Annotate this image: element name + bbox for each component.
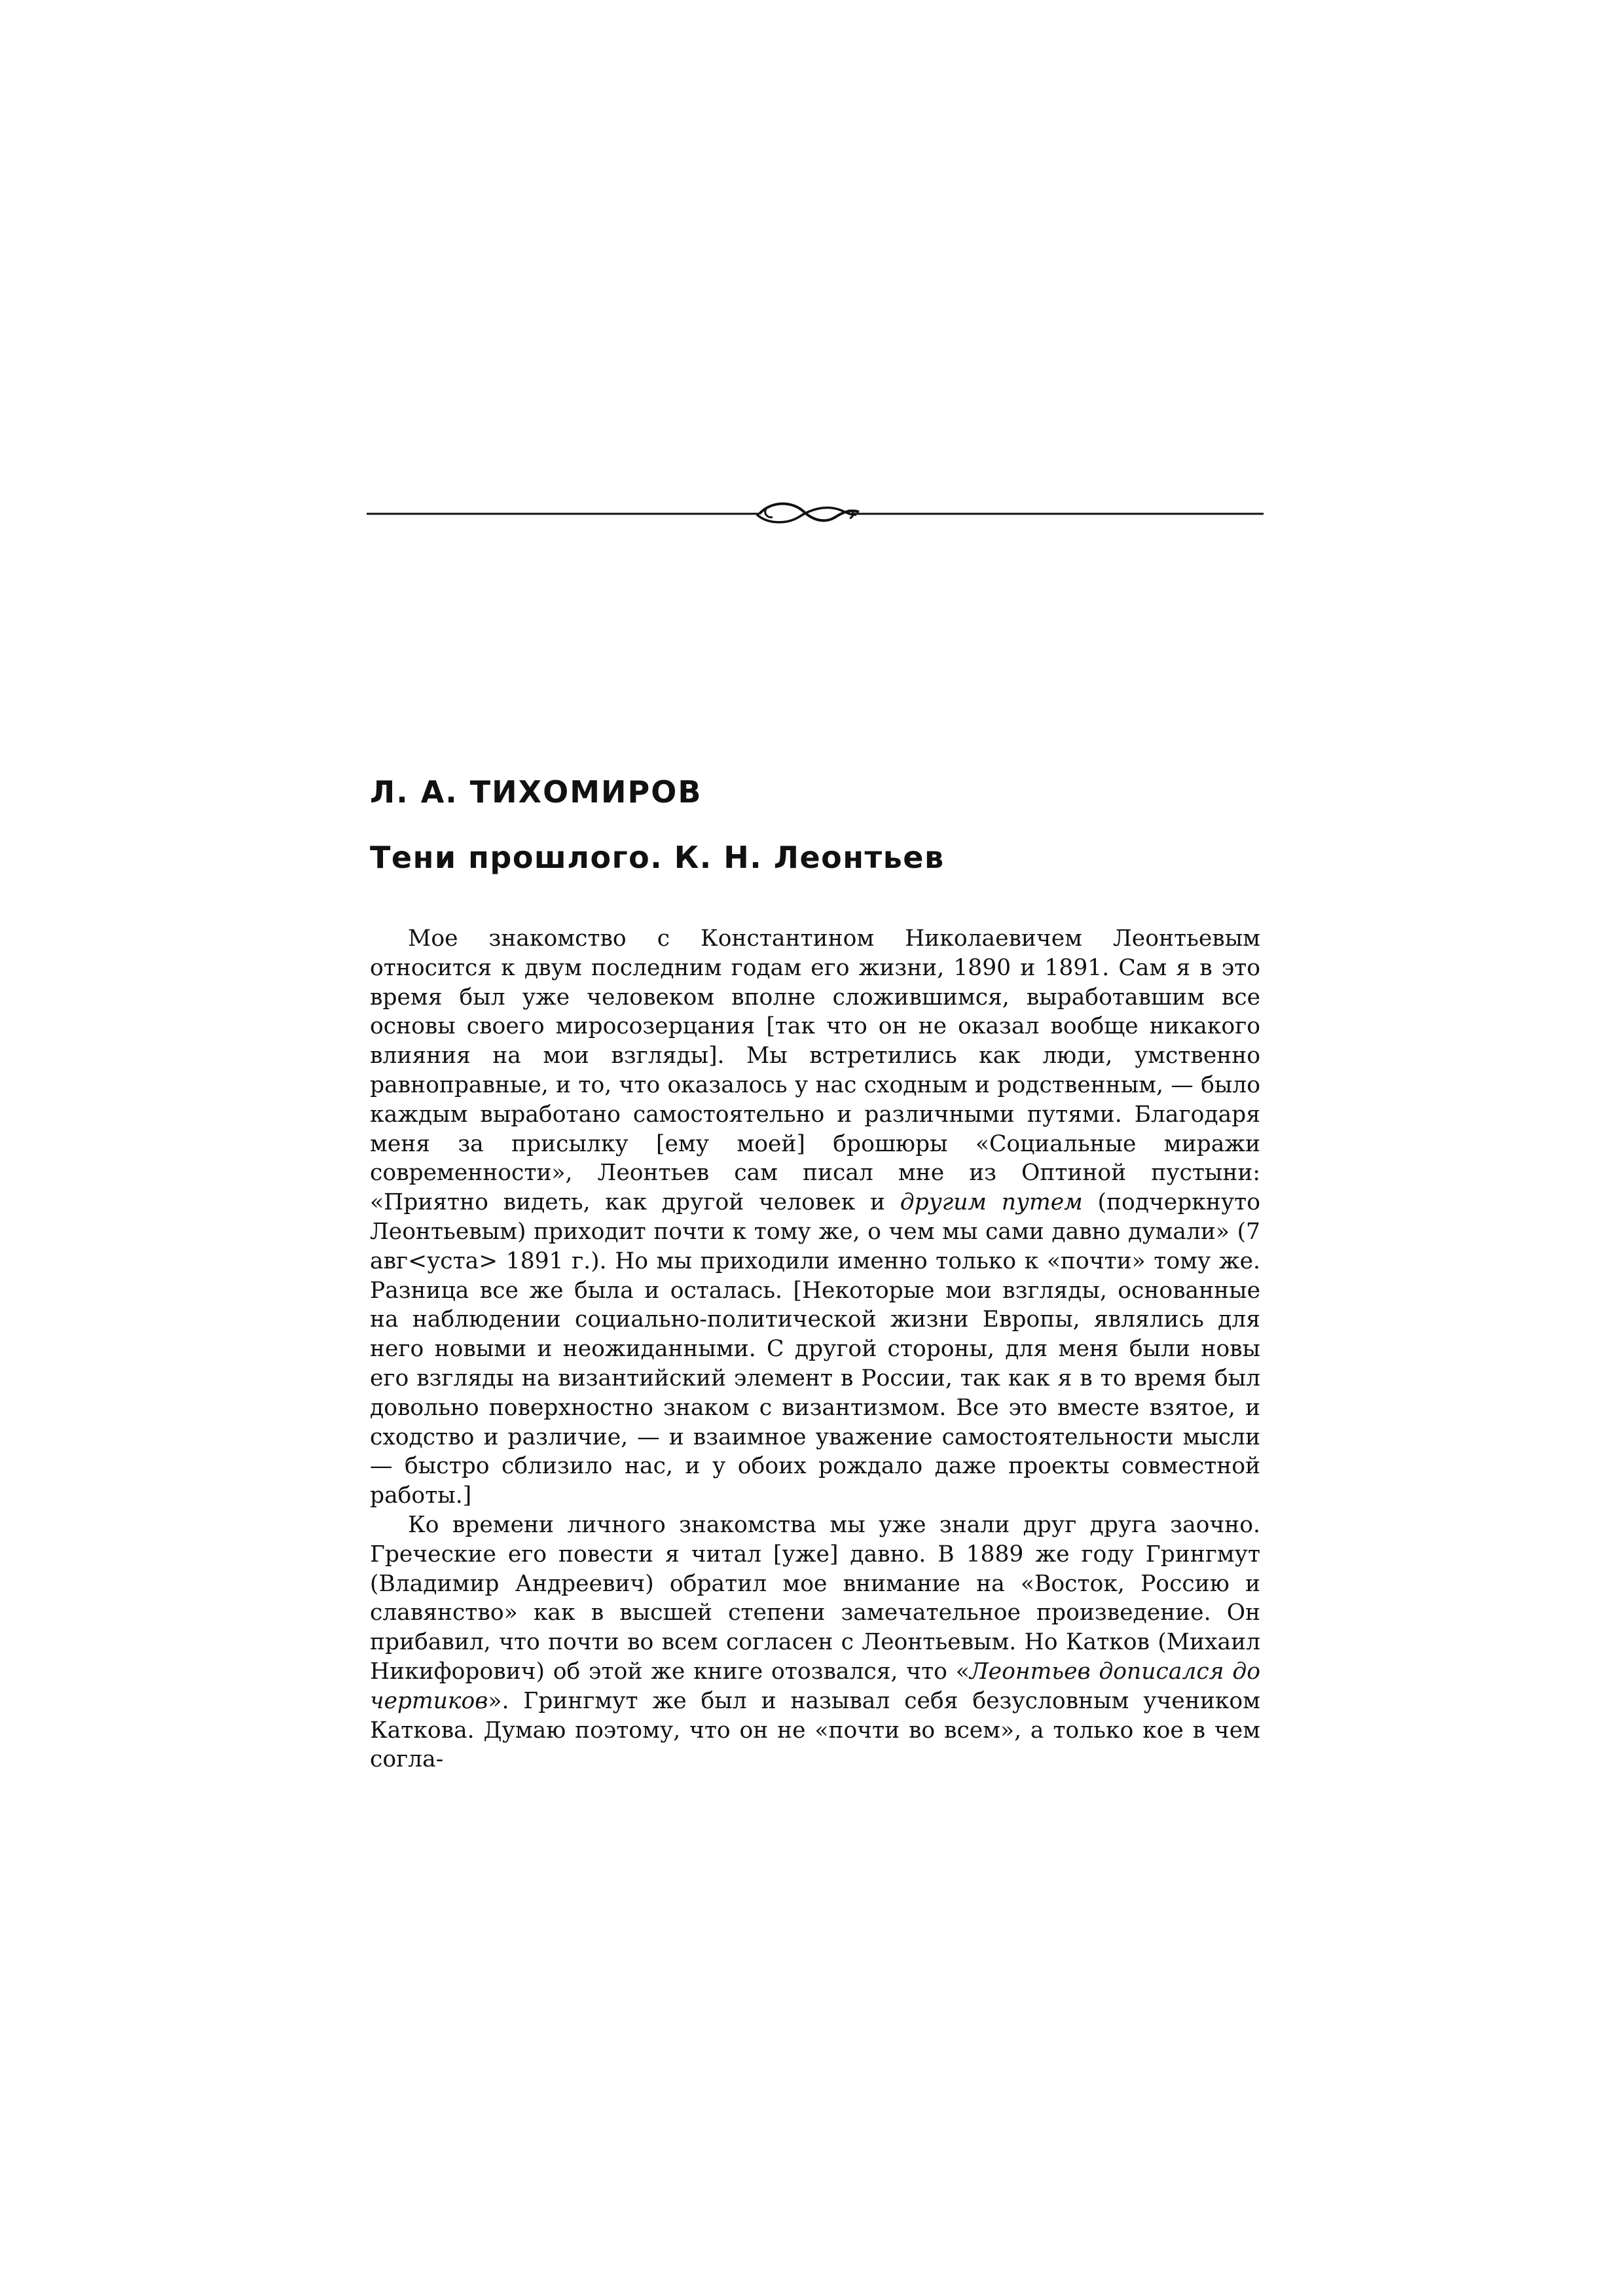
ornament-divider (367, 497, 1264, 530)
text-segment: ». Грингмут же был и называл себя безусловным учеником Каткова. Думаю поэтому, что он не «почти во всем», а только кое в чем согла- (370, 1687, 1260, 1773)
paragraph (370, 924, 1260, 1511)
text-segment: Мое знакомство с Константином Николаевичем Леонтьевым относится к двум последним годам его жизни, 1890 и 1891. Сам я в это время был уже человеком вполне сложившимся, выработавшим все основы своего миросозерцания [так что он не оказал вообще никакого влияния на мои взгляды]. Мы встретились как люди, умственно равноправные, и то, что оказалось у нас сходным и родственным, — было каждым выработано самостоятельно и различными путями. Благодаря меня за присылку [ему моей] брошюры «Социальные миражи современности», Леонтьев сам писал мне из Оптиной пустыни: «Приятно видеть, как другой человек и (370, 925, 1260, 1216)
paragraph (370, 1511, 1260, 1774)
article-title: Тени прошлого. К. Н. Леонтьев (370, 840, 945, 875)
text-segment: (подчеркнуто Леонтьевым) приходит почти к тому же, о чем мы сами давно думали» (7 авг<уста> 1891 г.). Но мы приходили именно только к «почти» тому же. Разница все же была и осталась. [Некоторые мои взгляды, основанные на наблюдении социально-политической жизни Европы, являлись для него новыми и неожиданными. С другой стороны, для меня были новы его взгляды на византийский элемент в России, так как я в то время был довольно поверхностно знаком с византизмом. Все это вместе взятое, и сходство и различие, — и взаимное уважение самостоятельности мысли — быстро сблизило нас, и у обоих рождало даже проекты совместной работы.] (370, 1189, 1260, 1509)
italic-text-segment: другим путем (900, 1189, 1083, 1216)
swash-rule-ornament-icon (367, 497, 1264, 530)
italic-text-segment: Леонтьев дописался до чертиков (370, 1658, 1260, 1714)
author-heading: Л. А. ТИХОМИРОВ (370, 774, 702, 810)
text-segment: Ко времени личного знакомства мы уже знали друг друга заочно. Греческие его повести я читал [уже] давно. В 1889 же году Грингмут (Владимир Андреевич) обратил мое внимание на «Восток, Россию и славянство» как в высшей степени замечательное произведение. Он прибавил, что почти во всем согласен с Леонтьевым. Но Катков (Михаил Никифорович) об этой же книге отозвался, что « (370, 1511, 1260, 1685)
body-text (370, 924, 1260, 1774)
